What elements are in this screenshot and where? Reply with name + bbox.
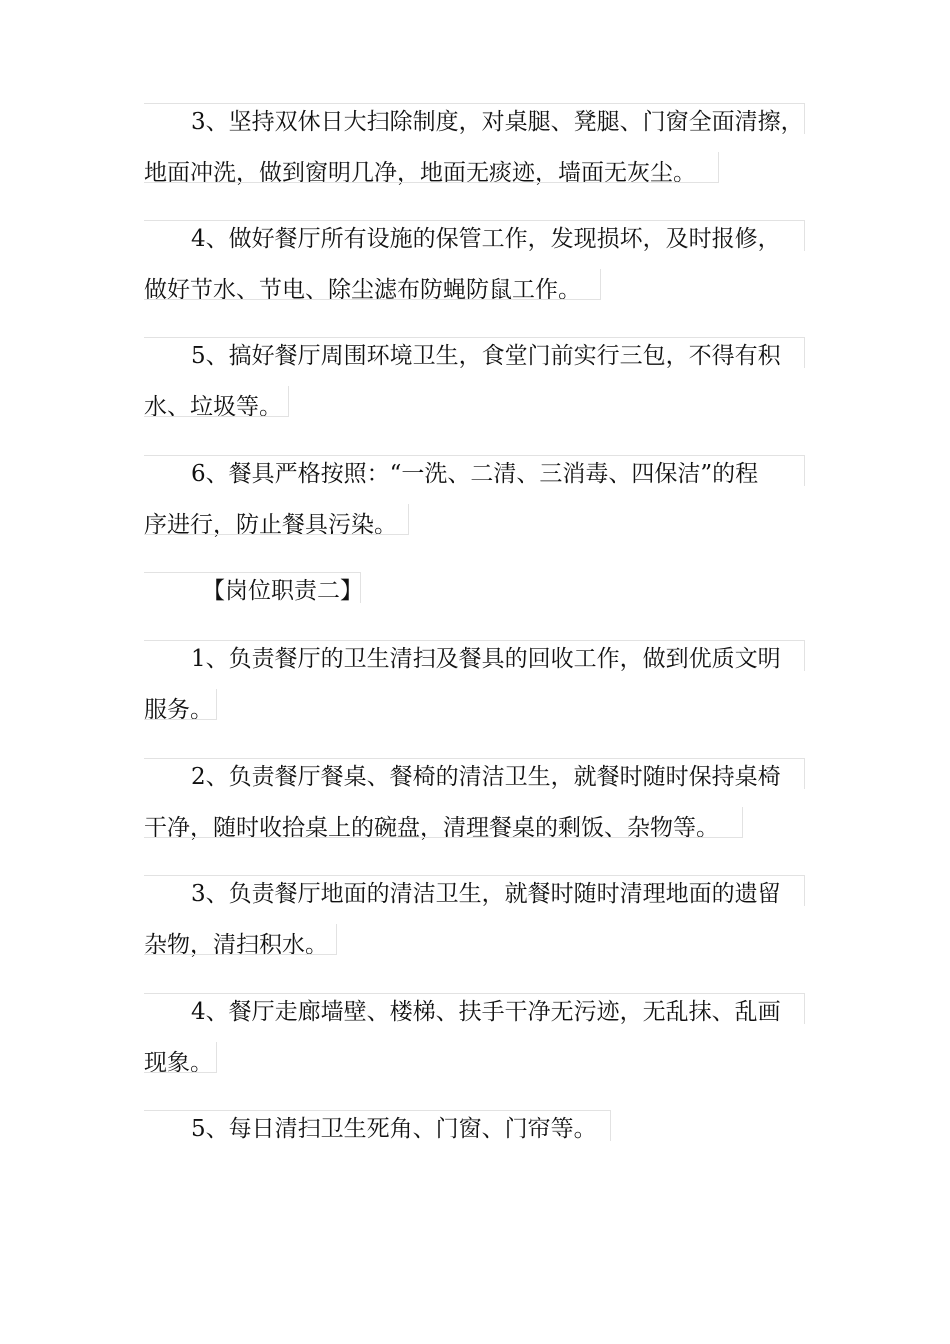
paragraph-line: 地面冲洗，做到窗明几净，地面无痰迹，墙面无灰尘。 — [144, 148, 804, 199]
paragraph-line: 5、搞好餐厅周围环境卫生，食堂门前实行三包，不得有积 — [144, 331, 804, 382]
paragraph-line: 3、负责餐厅地面的清洁卫生，就餐时随时清理地面的遗留 — [144, 869, 804, 920]
duty-5-daily-cleaning — [144, 1104, 804, 1155]
paragraph-6-tableware — [144, 449, 804, 551]
paragraph-3-weekend-cleaning — [144, 97, 804, 199]
paragraph-line: 5、每日清扫卫生死角、门窗、门帘等。 — [144, 1104, 804, 1155]
duty-3-floor-cleaning — [144, 869, 804, 971]
paragraph-line: 4、做好餐厅所有设施的保管工作，发现损坏，及时报修， — [144, 214, 804, 265]
paragraph-line: 杂物，清扫积水。 — [144, 920, 804, 971]
paragraph-line: 服务。 — [144, 685, 804, 736]
paragraph-line: 3、坚持双休日大扫除制度，对桌腿、凳腿、门窗全面清擦， — [144, 97, 804, 148]
paragraph-line: 序进行，防止餐具污染。 — [144, 500, 804, 551]
paragraph-line: 做好节水、节电、除尘滤布防蝇防鼠工作。 — [144, 265, 804, 316]
paragraph-line: 现象。 — [144, 1038, 804, 1089]
duty-2-tables-chairs — [144, 752, 804, 854]
duty-1-cleaning-service — [144, 634, 804, 736]
paragraph-line: 4、餐厅走廊墙壁、楼梯、扶手干净无污迹，无乱抹、乱画 — [144, 987, 804, 1038]
duty-4-corridors-stairs — [144, 987, 804, 1089]
paragraph-5-surroundings — [144, 331, 804, 433]
section-heading-block — [144, 566, 804, 617]
paragraph-line: 1、负责餐厅的卫生清扫及餐具的回收工作，做到优质文明 — [144, 634, 804, 685]
section-heading: 【岗位职责二】 — [144, 566, 804, 617]
paragraph-line: 水、垃圾等。 — [144, 382, 804, 433]
paragraph-line: 6、餐具严格按照：“一洗、二清、三消毒、四保洁”的程 — [144, 449, 804, 500]
paragraph-line: 干净，随时收拾桌上的碗盘，清理餐桌的剩饭、杂物等。 — [144, 803, 804, 854]
paragraph-line: 2、负责餐厅餐桌、餐椅的清洁卫生，就餐时随时保持桌椅 — [144, 752, 804, 803]
paragraph-4-facility-care — [144, 214, 804, 316]
